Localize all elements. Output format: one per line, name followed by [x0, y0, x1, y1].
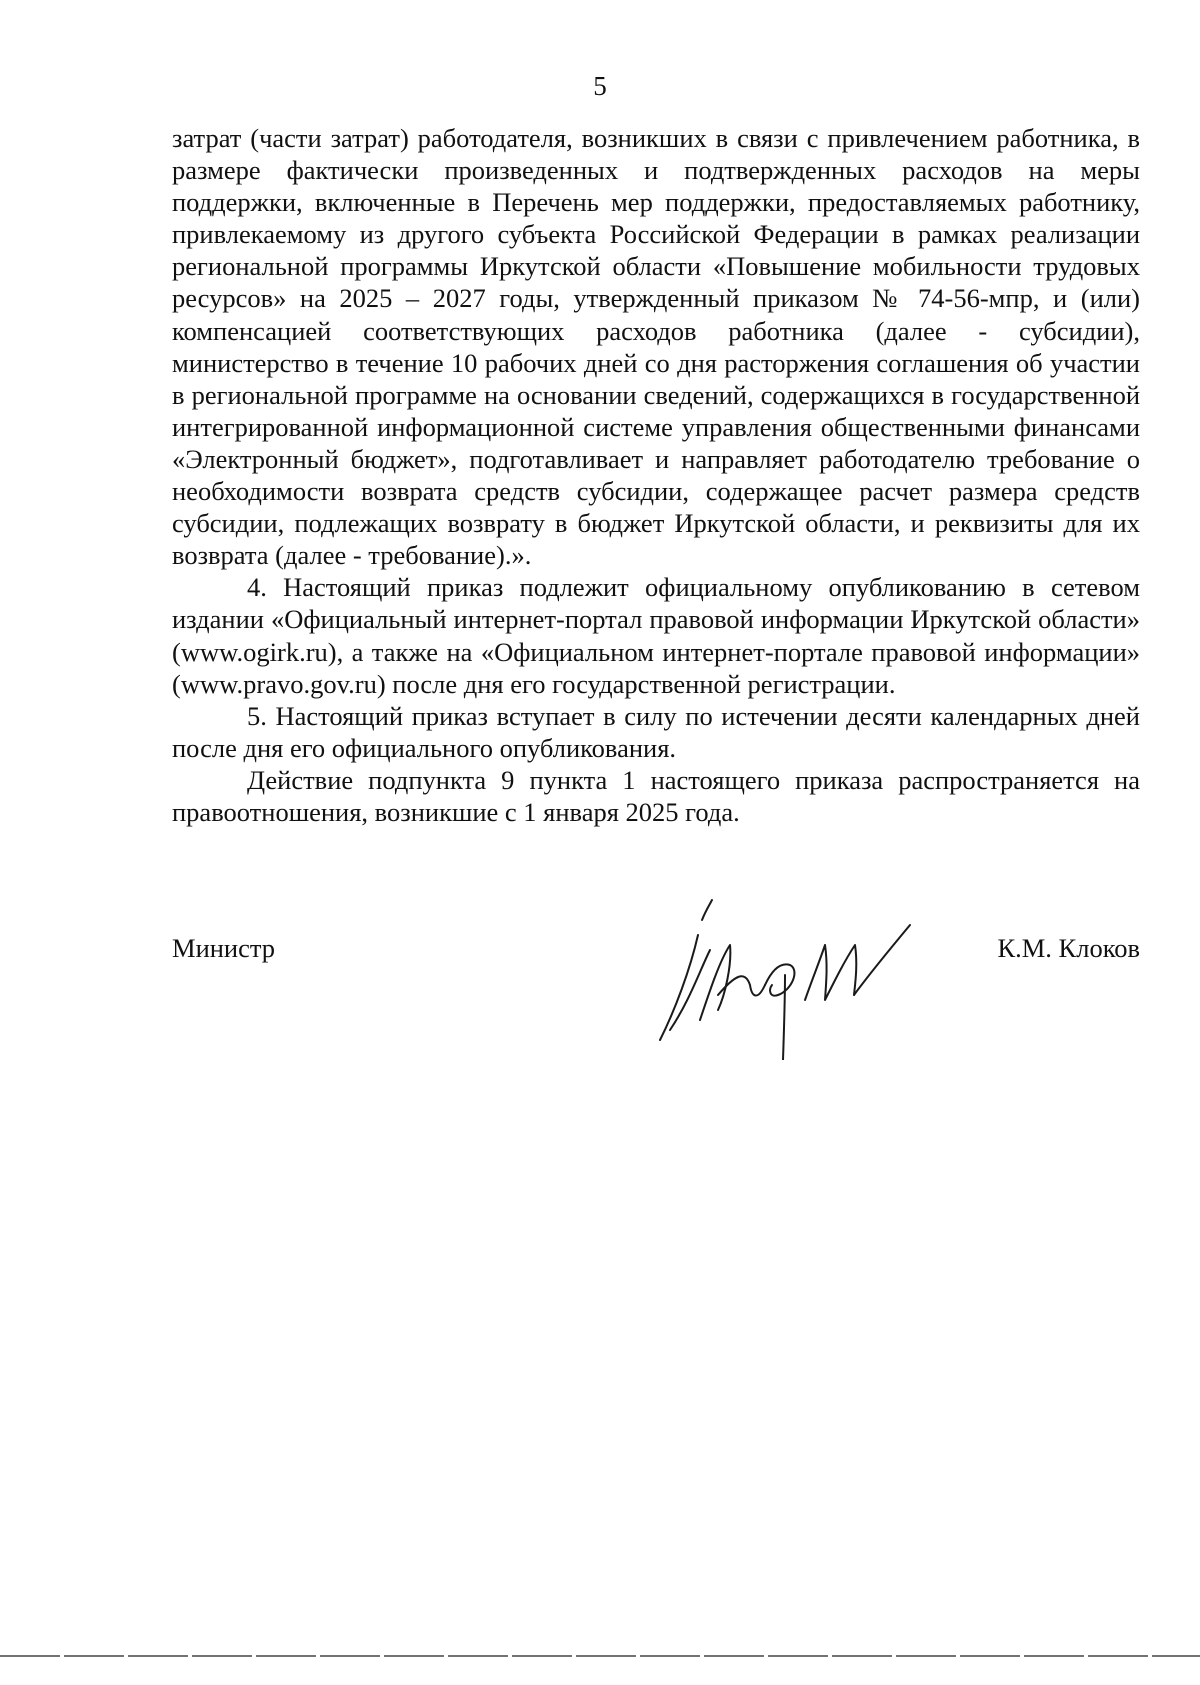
page-number: 5 — [593, 71, 607, 101]
document-body — [172, 122, 1140, 828]
bottom-scan-rule — [0, 1655, 1200, 1657]
paragraph-item-4: 4. Настоящий приказ подлежит официальному опубликованию в сетевом издании «Официальный интернет-портал правовой информации Иркутской области» (www.ogirk.ru), а также на «Официальном интернет-портале правовой информации» (www.pravo.gov.ru) после дня его государственной регистрации. — [172, 572, 1140, 699]
position-title: Министр — [172, 933, 276, 963]
signer-name: К.М. Клоков — [997, 933, 1140, 963]
signature-block — [172, 890, 1140, 1090]
paragraph-effect-note: Действие подпункта 9 пункта 1 настоящего приказа распространяется на правоотношения, возникшие с 1 января 2025 года. — [172, 764, 1140, 827]
handwritten-signature-icon — [640, 890, 920, 1060]
paragraph-continuation: затрат (части затрат) работодателя, возникших в связи с привлечением работника, в размере фактически произведенных и подтвержденных расходов на меры поддержки, включенные в Перечень мер поддержки, предоставляемых работнику, привлекаемому из другого субъекта Российской Федерации в рамках реализации региональной программы Иркутской области «Повышение мобильности трудовых ресурсов» на 2025 – 2027 годы, утвержденный приказом № 74-56-мпр, и (или) компенсацией соответствующих расходов работника (далее - субсидии), министерство в течение 10 рабочих дней со дня расторжения соглашения об участии в региональной программе на основании сведений, содержащихся в государственной интегрированной информационной системе управления общественными финансами «Электронный бюджет», подготавливает и направляет работодателю требование о необходимости возврата средств субсидии, содержащее расчет размера средств субсидии, подлежащих возврату в бюджет Иркутской области, и реквизиты для их возврата (далее - требование).». — [172, 123, 1140, 571]
paragraph-item-5: 5. Настоящий приказ вступает в силу по истечении десяти календарных дней после дня его официального опубликования. — [172, 700, 1140, 763]
